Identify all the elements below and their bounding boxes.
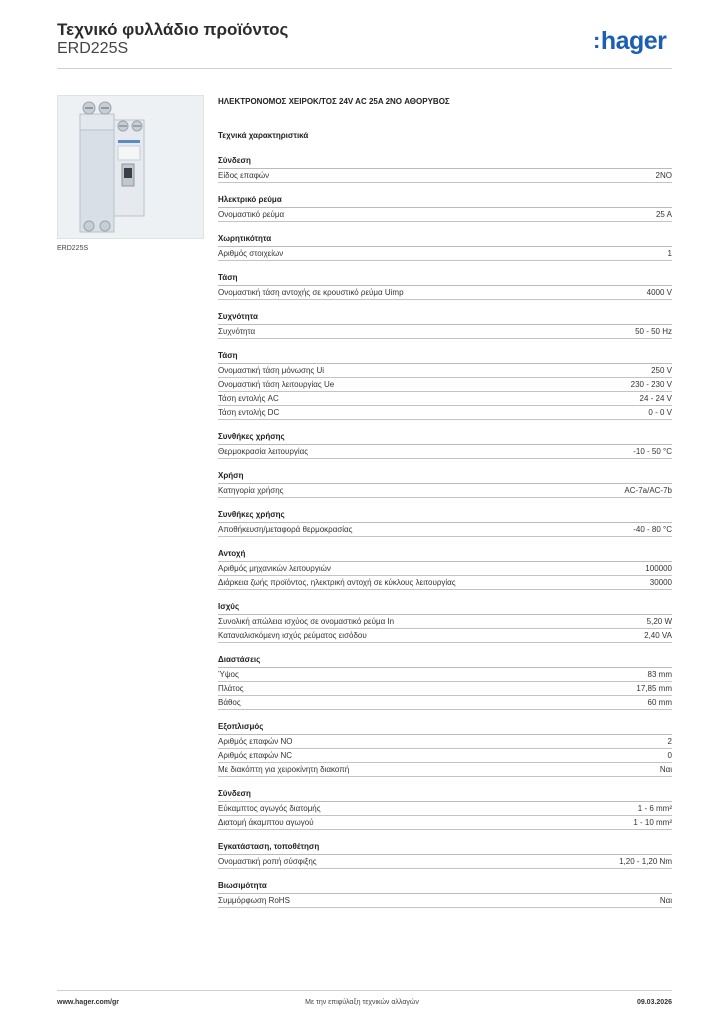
spec-row bbox=[218, 523, 672, 537]
spec-row bbox=[218, 562, 672, 576]
spec-row bbox=[218, 208, 672, 222]
spec-group-title: Χρήση bbox=[218, 470, 672, 484]
spec-row bbox=[218, 816, 672, 830]
spec-label: Αριθμός μηχανικών λειτουργιών bbox=[218, 564, 331, 573]
spec-group bbox=[218, 548, 672, 590]
spec-label: Αριθμός στοιχείων bbox=[218, 249, 284, 258]
spec-group bbox=[218, 788, 672, 830]
spec-label: Ονομαστική ροπή σύσφιξης bbox=[218, 857, 317, 866]
spec-row bbox=[218, 629, 672, 643]
logo-text: hager bbox=[600, 27, 667, 55]
spec-row bbox=[218, 392, 672, 406]
spec-row bbox=[218, 484, 672, 498]
spec-row bbox=[218, 855, 672, 869]
spec-value: 0 - 0 V bbox=[648, 408, 672, 417]
spec-value: 5,20 W bbox=[646, 617, 672, 626]
spec-label: Ύψος bbox=[218, 670, 239, 679]
spec-label: Τάση εντολής AC bbox=[218, 394, 279, 403]
spec-group-title: Τάση bbox=[218, 350, 672, 364]
spec-row bbox=[218, 445, 672, 459]
spec-label: Πλάτος bbox=[218, 684, 244, 693]
spec-group bbox=[218, 350, 672, 420]
spec-label: Αποθήκευση/μεταφορά θερμοκρασίας bbox=[218, 525, 353, 534]
spec-group-title: Σύνδεση bbox=[218, 788, 672, 802]
spec-label: Με διακόπτη για χειροκίνητη διακοπή bbox=[218, 765, 350, 774]
page-title: Τεχνικό φυλλάδιο προϊόντος bbox=[57, 20, 289, 39]
spec-group-title: Βιωσιμότητα bbox=[218, 880, 672, 894]
spec-group bbox=[218, 311, 672, 339]
spec-row bbox=[218, 169, 672, 183]
spec-table bbox=[218, 155, 672, 919]
spec-value: 4000 V bbox=[646, 288, 672, 297]
spec-row bbox=[218, 735, 672, 749]
spec-value: 50 - 50 Hz bbox=[635, 327, 672, 336]
spec-value: -10 - 50 °C bbox=[633, 447, 672, 456]
spec-label: Βάθος bbox=[218, 698, 241, 707]
spec-group bbox=[218, 470, 672, 498]
spec-group bbox=[218, 272, 672, 300]
spec-label: Κατηγορία χρήσης bbox=[218, 486, 284, 495]
spec-group bbox=[218, 601, 672, 643]
spec-group bbox=[218, 841, 672, 869]
contactor-illustration bbox=[58, 96, 203, 238]
spec-group-title: Εξοπλισμός bbox=[218, 721, 672, 735]
spec-label: Τάση εντολής DC bbox=[218, 408, 280, 417]
spec-group-title: Συχνότητα bbox=[218, 311, 672, 325]
spec-value: Ναι bbox=[659, 896, 672, 905]
spec-group-title: Ισχύς bbox=[218, 601, 672, 615]
spec-group bbox=[218, 233, 672, 261]
spec-label: Συνολική απώλεια ισχύος σε ονομαστικό ρεύμα In bbox=[218, 617, 395, 626]
spec-value: 0 bbox=[667, 751, 672, 760]
spec-row bbox=[218, 286, 672, 300]
product-image bbox=[57, 95, 204, 239]
header-divider bbox=[57, 68, 672, 69]
spec-label: Είδος επαφών bbox=[218, 171, 270, 180]
spec-group-title: Χωρητικότητα bbox=[218, 233, 672, 247]
spec-value: 17,85 mm bbox=[636, 684, 672, 693]
spec-group-title: Συνθήκες χρήσης bbox=[218, 431, 672, 445]
spec-label: Ονομαστική τάση μόνωσης Ui bbox=[218, 366, 325, 375]
spec-value: 2,40 VA bbox=[644, 631, 672, 640]
spec-label: Αριθμός επαφών NC bbox=[218, 751, 293, 760]
spec-label: Αριθμός επαφών NO bbox=[218, 737, 293, 746]
spec-label: Ονομαστική τάση λειτουργίας Ue bbox=[218, 380, 335, 389]
spec-group bbox=[218, 509, 672, 537]
spec-row bbox=[218, 325, 672, 339]
spec-value: 250 V bbox=[651, 366, 672, 375]
footer-website-link[interactable]: www.hager.com/gr bbox=[57, 999, 119, 1006]
spec-label: Εύκαμπτος αγωγός διατομής bbox=[218, 804, 321, 813]
spec-value: 83 mm bbox=[647, 670, 672, 679]
spec-label: Ονομαστική τάση αντοχής σε κρουστικό ρεύμα Uimp bbox=[218, 288, 404, 297]
spec-label: Διάρκεια ζωής προϊόντος, ηλεκτρική αντοχή σε κύκλους λειτουργίας bbox=[218, 578, 456, 587]
spec-label: Ονομαστικό ρεύμα bbox=[218, 210, 285, 219]
spec-row bbox=[218, 406, 672, 420]
product-name: ΗΛΕΚΤΡΟΝΟΜΟΣ ΧΕΙΡΟΚ/ΤΟΣ 24V AC 25A 2NO ΑΘΟΡΥΒΟΣ bbox=[218, 97, 450, 106]
spec-value: -40 - 80 °C bbox=[633, 525, 672, 534]
spec-row bbox=[218, 802, 672, 816]
footer-notice: Με την επιφύλαξη τεχνικών αλλαγών bbox=[305, 999, 419, 1006]
page-subtitle: ERD225S bbox=[57, 40, 129, 57]
spec-group bbox=[218, 654, 672, 710]
spec-label: Θερμοκρασία λειτουργίας bbox=[218, 447, 309, 456]
spec-value: 25 A bbox=[655, 210, 672, 219]
spec-group bbox=[218, 721, 672, 777]
spec-value: 1 - 10 mm² bbox=[633, 818, 672, 827]
spec-label: Διατομή άκαμπτου αγωγού bbox=[218, 818, 314, 827]
section-title-technical: Τεχνικά χαρακτηριστικά bbox=[218, 131, 309, 140]
spec-row bbox=[218, 615, 672, 629]
spec-group bbox=[218, 194, 672, 222]
spec-value: AC-7a/AC-7b bbox=[624, 486, 672, 495]
spec-value: 230 - 230 V bbox=[630, 380, 672, 389]
spec-value: 30000 bbox=[649, 578, 672, 587]
spec-row bbox=[218, 364, 672, 378]
spec-value: 1,20 - 1,20 Nm bbox=[619, 857, 672, 866]
spec-group-title: Αντοχή bbox=[218, 548, 672, 562]
spec-row bbox=[218, 576, 672, 590]
spec-value: 24 - 24 V bbox=[639, 394, 672, 403]
spec-value: 2NO bbox=[655, 171, 672, 180]
spec-label: Καταναλισκόμενη ισχύς ρεύματος εισόδου bbox=[218, 631, 367, 640]
spec-group-title: Τάση bbox=[218, 272, 672, 286]
spec-group-title: Ηλεκτρικό ρεύμα bbox=[218, 194, 672, 208]
spec-row bbox=[218, 763, 672, 777]
spec-row bbox=[218, 682, 672, 696]
footer-date: 09.03.2026 bbox=[636, 999, 672, 1006]
spec-value: 2 bbox=[667, 737, 672, 746]
spec-value: 1 - 6 mm² bbox=[637, 804, 672, 813]
spec-group-title: Σύνδεση bbox=[218, 155, 672, 169]
spec-value: 1 bbox=[667, 249, 672, 258]
spec-label: Συμμόρφωση RoHS bbox=[218, 896, 290, 905]
logo-colon-icon: : bbox=[593, 28, 600, 53]
spec-group bbox=[218, 155, 672, 183]
spec-row bbox=[218, 378, 672, 392]
spec-row bbox=[218, 696, 672, 710]
spec-row bbox=[218, 247, 672, 261]
spec-group-title: Συνθήκες χρήσης bbox=[218, 509, 672, 523]
spec-value: Ναι bbox=[659, 765, 672, 774]
spec-value: 100000 bbox=[645, 564, 672, 573]
hager-logo[interactable] bbox=[593, 28, 666, 55]
spec-group bbox=[218, 880, 672, 908]
spec-row bbox=[218, 668, 672, 682]
footer-divider bbox=[57, 990, 672, 991]
spec-group-title: Διαστάσεις bbox=[218, 654, 672, 668]
spec-value: 60 mm bbox=[647, 698, 672, 707]
spec-row bbox=[218, 749, 672, 763]
spec-group bbox=[218, 431, 672, 459]
spec-group-title: Εγκατάσταση, τοποθέτηση bbox=[218, 841, 672, 855]
spec-row bbox=[218, 894, 672, 908]
spec-label: Συχνότητα bbox=[218, 327, 256, 336]
image-caption: ERD225S bbox=[57, 245, 89, 252]
